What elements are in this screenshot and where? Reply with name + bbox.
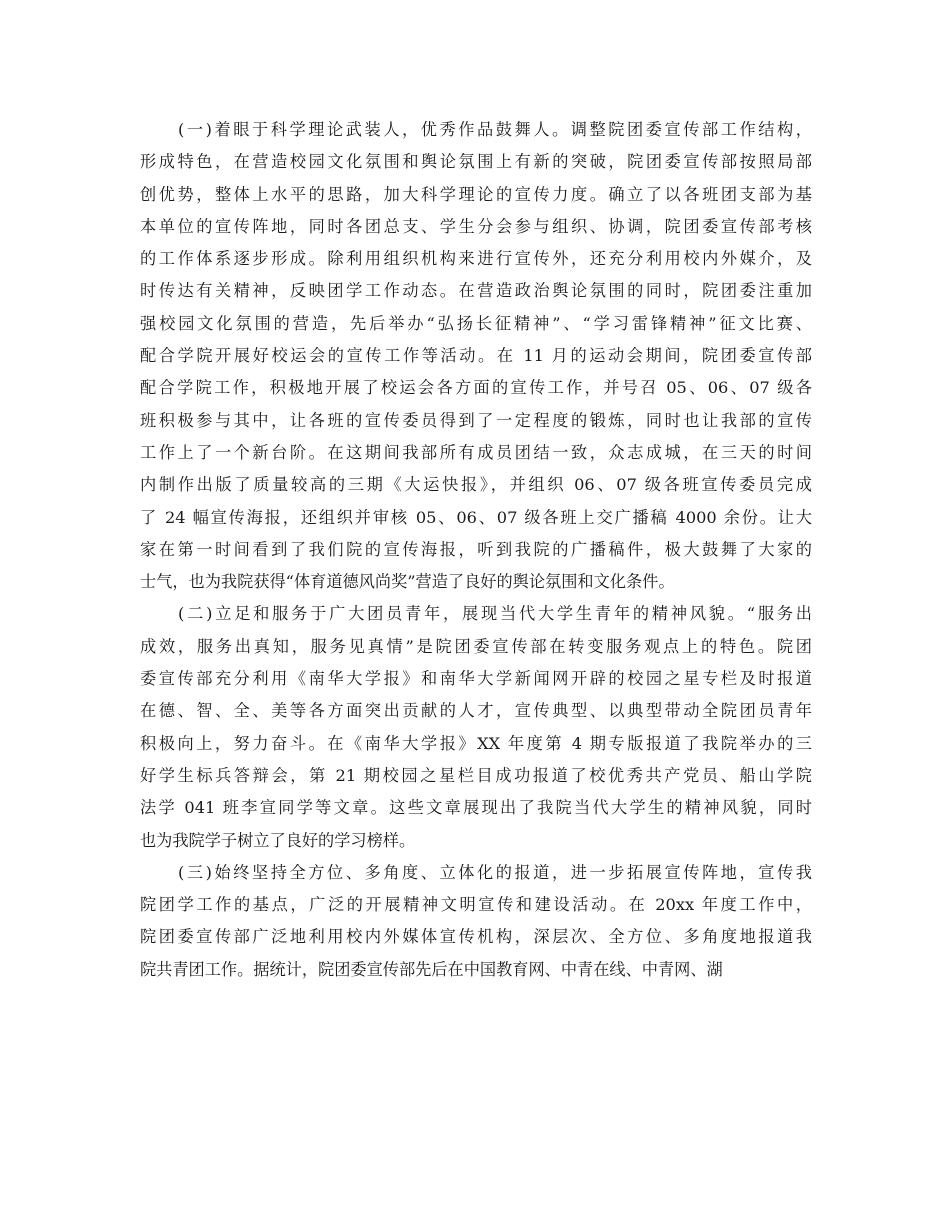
paragraph-1-line: 创优势，整体上水平的思路，加大科学理论的宣传力度。确立了以各班团支部为基 [140, 184, 812, 204]
paragraph-1-line: (一)着眼于科学理论武装人，优秀作品鼓舞人。调整院团委宣传部工作结构， [178, 120, 812, 139]
paragraph-1-line: 家在第一时间看到了我们院的宣传海报，听到我院的广播稿件，极大鼓舞了大家的 [140, 539, 812, 559]
paragraph-1-line: 士气，也为我院获得“体育道德风尚奖”营造了良好的舆论氛围和文化条件。 [140, 572, 675, 592]
paragraph-1-line: 内制作出版了质量较高的三期《大运快报》，并组织 06、07 级各班宣传委员完成 [140, 475, 812, 495]
paragraph-2-line: 成效，服务出真知，服务见真情”是院团委宣传部在转变服务观点上的特色。院团 [140, 636, 812, 656]
paragraph-3 [140, 857, 812, 986]
paragraph-2-line: 委宣传部充分利用《南华大学报》和南华大学新闻网开辟的校园之星专栏及时报道 [140, 669, 812, 689]
paragraph-3-line: (三)始终坚持全方位、多角度、立体化的报道，进一步拓展宣传阵地，宣传我 [178, 862, 812, 882]
paragraph-1-line: 的工作体系逐步形成。除利用组织机构来进行宣传外，还充分利用校内外媒介，及 [140, 249, 812, 269]
paragraph-1-line: 工作上了一个新台阶。在这期间我部所有成员团结一致，众志成城，在三天的时间 [140, 442, 812, 462]
paragraph-1-line: 时传达有关精神，反映团学工作动态。在营造政治舆论氛围的同时，院团委注重加 [140, 281, 812, 301]
paragraph-2-line: (二)立足和服务于广大团员青年，展现当代大学生青年的精神风貌。“服务出 [178, 604, 812, 624]
paragraph-1-line: 了 24 幅宣传海报，还组织并审核 05、06、07 级各班上交广播稿 4000 余份。让大 [140, 507, 812, 527]
paragraph-1 [140, 114, 812, 598]
paragraph-1-line: 配合学院工作，积极地开展了校运会各方面的宣传工作，并号召 05、06、07 级各 [140, 378, 812, 398]
paragraph-2-line: 在德、智、全、美等各方面突出贡献的人才，宣传典型、以典型带动全院团员青年 [140, 701, 812, 721]
paragraph-2-line: 积极向上，努力奋斗。在《南华大学报》XX 年度第 4 期专版报道了我院举办的三 [140, 733, 812, 753]
document-body [140, 114, 812, 986]
paragraph-2 [140, 598, 812, 856]
paragraph-1-line: 本单位的宣传阵地，同时各团总支、学生分会参与组织、协调，院团委宣传部考核 [140, 216, 812, 236]
paragraph-3-line: 院共青团工作。据统计，院团委宣传部先后在中国教育网、中青在线、中青网、湖 [140, 959, 723, 979]
paragraph-3-line: 院团学工作的基点，广泛的开展精神文明宣传和建设活动。在 20xx 年度工作中， [140, 895, 812, 915]
paragraph-1-line: 强校园文化氛围的营造，先后举办“弘扬长征精神”、“学习雷锋精神”征文比赛、 [140, 313, 812, 333]
paragraph-3-line: 院团委宣传部广泛地利用校内外媒体宣传机构，深层次、全方位、多角度地报道我 [140, 927, 812, 947]
paragraph-2-line: 好学生标兵答辩会，第 21 期校园之星栏目成功报道了校优秀共产党员、船山学院 [140, 765, 812, 785]
paragraph-1-line: 班积极参与其中，让各班的宣传委员得到了一定程度的锻炼，同时也让我部的宣传 [140, 410, 812, 430]
paragraph-1-line: 形成特色，在营造校园文化氛围和舆论氛围上有新的突破，院团委宣传部按照局部 [140, 152, 812, 172]
paragraph-2-line: 也为我院学子树立了良好的学习榜样。 [140, 830, 416, 850]
paragraph-2-line: 法学 041 班李宣同学等文章。这些文章展现出了我院当代大学生的精神风貌，同时 [140, 798, 812, 818]
paragraph-1-line: 配合学院开展好校运会的宣传工作等活动。在 11 月的运动会期间，院团委宣传部 [140, 346, 812, 366]
